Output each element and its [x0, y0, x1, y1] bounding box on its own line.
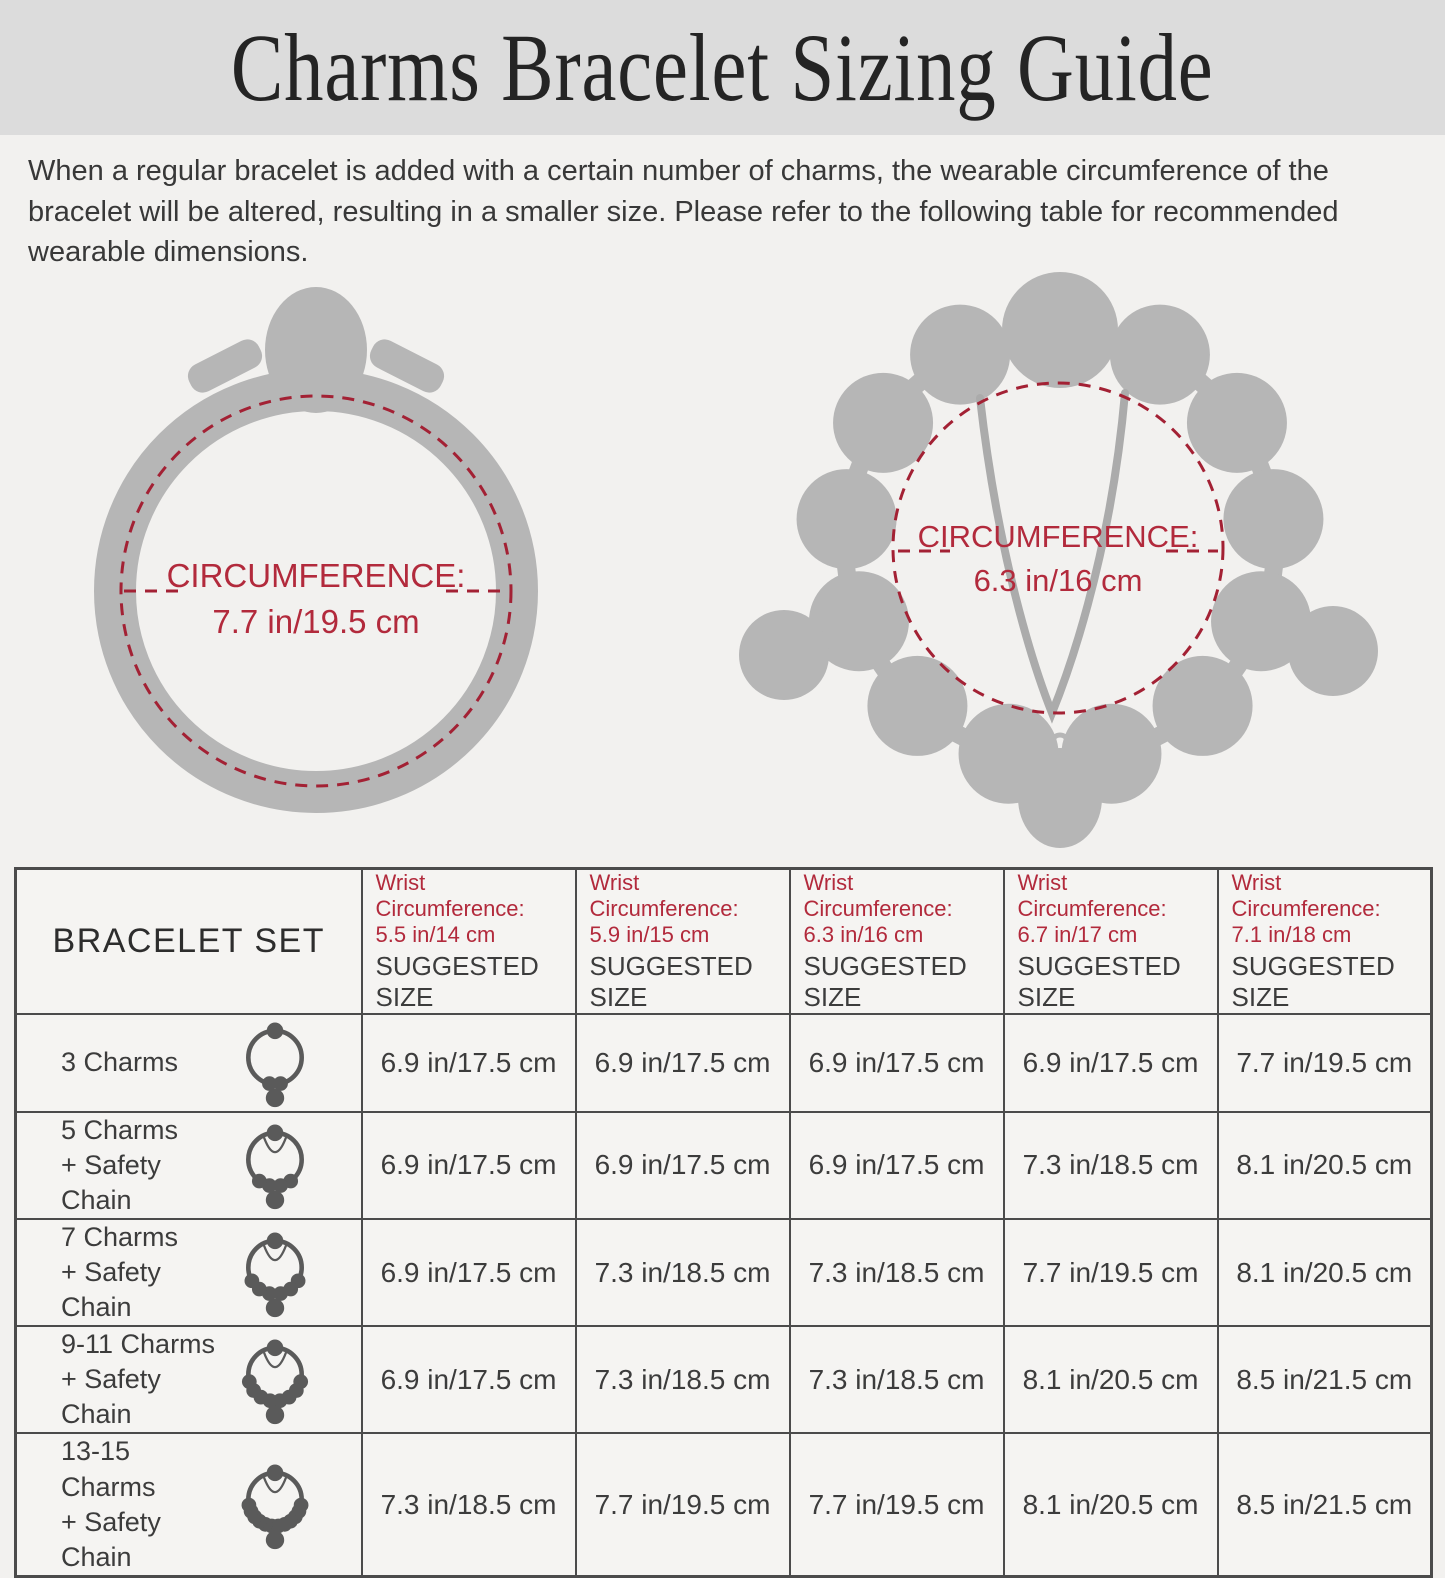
- bracelet-set-cell: 3 Charms: [16, 1014, 362, 1112]
- column-header: Wrist Circumference: 6.3 in/16 cm SUGGESTED SIZE: [790, 868, 1004, 1013]
- table-row: [16, 1112, 1432, 1219]
- bracelet-3-charms-icon: [229, 1015, 321, 1111]
- table-header-row: [16, 868, 1432, 1013]
- bracelet-set-cell: 9-11 Charms + Safety Chain: [16, 1326, 362, 1433]
- size-cell: 6.9 in/17.5 cm: [362, 1112, 576, 1219]
- intro-paragraph: When a regular bracelet is added with a certain number of charms, the wearable circumference of the bracelet will be altered, resulting in a smaller size. Please refer to the following table for recommended wearable dimensions.: [28, 155, 1339, 269]
- column-header: Wrist Circumference: 6.7 in/17 cm SUGGESTED SIZE: [1004, 868, 1218, 1013]
- page-title: Charms Bracelet Sizing Guide: [231, 14, 1214, 121]
- size-cell: 6.9 in/17.5 cm: [362, 1326, 576, 1433]
- size-cell: 6.9 in/17.5 cm: [576, 1112, 790, 1219]
- size-cell: 7.7 in/19.5 cm: [790, 1433, 1004, 1576]
- size-cell: 8.1 in/20.5 cm: [1004, 1326, 1218, 1433]
- sizing-table: [14, 867, 1433, 1578]
- bracelet-7-charms-icon: [229, 1225, 321, 1321]
- size-cell: 7.7 in/19.5 cm: [1218, 1014, 1432, 1112]
- charm-circumference-label: CIRCUMFERENCE:: [917, 518, 1199, 554]
- size-cell: 6.9 in/17.5 cm: [362, 1014, 576, 1112]
- size-cell: 7.7 in/19.5 cm: [576, 1433, 790, 1576]
- size-cell: 7.3 in/18.5 cm: [790, 1219, 1004, 1326]
- size-cell: 8.1 in/20.5 cm: [1218, 1112, 1432, 1219]
- table-row: [16, 1219, 1432, 1326]
- size-cell: 7.3 in/18.5 cm: [576, 1219, 790, 1326]
- size-cell: 6.9 in/17.5 cm: [576, 1014, 790, 1112]
- size-cell: 6.9 in/17.5 cm: [362, 1219, 576, 1326]
- size-cell: 6.9 in/17.5 cm: [1004, 1014, 1218, 1112]
- bracelet-set-header: BRACELET SET: [16, 868, 362, 1013]
- table-row: [16, 1433, 1432, 1576]
- size-cell: 8.5 in/21.5 cm: [1218, 1326, 1432, 1433]
- table-row: [16, 1014, 1432, 1112]
- bracelet-set-cell: 5 Charms + Safety Chain: [16, 1112, 362, 1219]
- table-row: [16, 1326, 1432, 1433]
- size-cell: 8.1 in/20.5 cm: [1218, 1219, 1432, 1326]
- column-header: Wrist Circumference: 5.5 in/14 cm SUGGESTED SIZE: [362, 868, 576, 1013]
- size-cell: 7.3 in/18.5 cm: [362, 1433, 576, 1576]
- column-header: Wrist Circumference: 5.9 in/15 cm SUGGESTED SIZE: [576, 868, 790, 1013]
- size-cell: 8.1 in/20.5 cm: [1004, 1433, 1218, 1576]
- charm-bracelet-illustration: [700, 273, 1445, 861]
- size-cell: 8.5 in/21.5 cm: [1218, 1433, 1432, 1576]
- illustrations-section: [0, 273, 1445, 861]
- bracelet-set-cell: 13-15 Charms + Safety Chain: [16, 1433, 362, 1576]
- plain-circumference-value: 7.7 in/19.5 cm: [212, 602, 420, 640]
- bracelet-9-11-charms-icon: [229, 1332, 321, 1428]
- plain-bracelet-illustration: [0, 273, 700, 861]
- size-cell: 7.3 in/18.5 cm: [576, 1326, 790, 1433]
- charm-bracelet-icon: [700, 273, 1445, 861]
- plain-bracelet-icon: [0, 273, 700, 861]
- plain-circumference-label: CIRCUMFERENCE:: [166, 556, 466, 594]
- charm-circumference-value: 6.3 in/16 cm: [973, 562, 1143, 598]
- bracelet-13-15-charms-icon: [229, 1457, 321, 1553]
- size-cell: 6.9 in/17.5 cm: [790, 1014, 1004, 1112]
- title-band: [0, 0, 1445, 135]
- size-cell: 6.9 in/17.5 cm: [790, 1112, 1004, 1219]
- size-cell: 7.3 in/18.5 cm: [790, 1326, 1004, 1433]
- size-cell: 7.7 in/19.5 cm: [1004, 1219, 1218, 1326]
- column-header: Wrist Circumference: 7.1 in/18 cm SUGGESTED SIZE: [1218, 868, 1432, 1013]
- size-cell: 7.3 in/18.5 cm: [1004, 1112, 1218, 1219]
- bracelet-5-charms-icon: [229, 1117, 321, 1213]
- bracelet-set-cell: 7 Charms + Safety Chain: [16, 1219, 362, 1326]
